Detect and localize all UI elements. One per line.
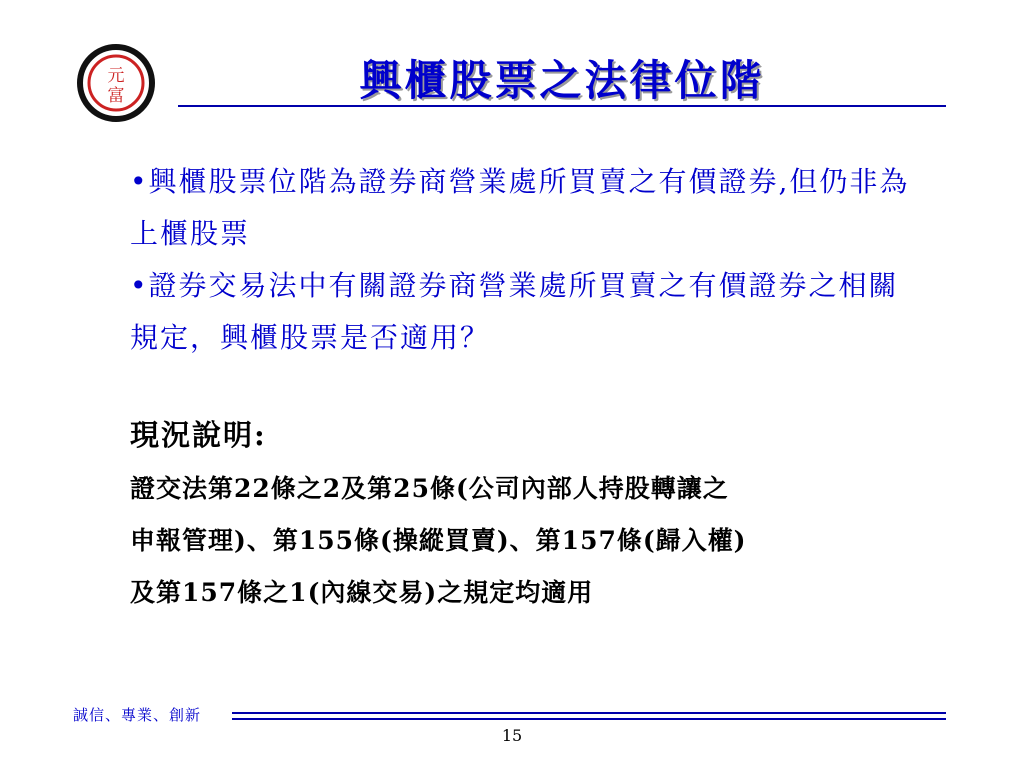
footer-slogan: 誠信、專業、創新 bbox=[73, 706, 202, 724]
bullet-list bbox=[130, 156, 920, 364]
logo-seal-icon bbox=[76, 43, 156, 123]
status-section bbox=[130, 415, 910, 619]
status-line-2: 申報管理)、第155條(操縱買賣)、第157條(歸入權) bbox=[130, 526, 747, 555]
bullet-item-2: •證券交易法中有關證券商營業處所買賣之有價證券之相關規定，興櫃股票是否適用？ bbox=[130, 269, 899, 354]
status-heading: 現況說明: bbox=[130, 418, 267, 452]
bullet-item-1: •興櫃股票位階為證券商營業處所買賣之有價證券,但仍非為上櫃股票 bbox=[130, 165, 910, 250]
logo-text-top: 元 bbox=[107, 66, 125, 86]
company-logo bbox=[76, 43, 156, 123]
status-line-1: 證交法第22條之2及第25條(公司內部人持股轉讓之 bbox=[130, 474, 729, 503]
footer-divider bbox=[232, 712, 946, 720]
logo-text-bottom: 富 bbox=[107, 86, 125, 106]
title-divider bbox=[178, 105, 946, 107]
status-line-3: 及第157條之1(內線交易)之規定均適用 bbox=[130, 578, 594, 607]
slide-title: 興櫃股票之法律位階 bbox=[359, 56, 765, 105]
page-number: 15 bbox=[501, 726, 523, 745]
